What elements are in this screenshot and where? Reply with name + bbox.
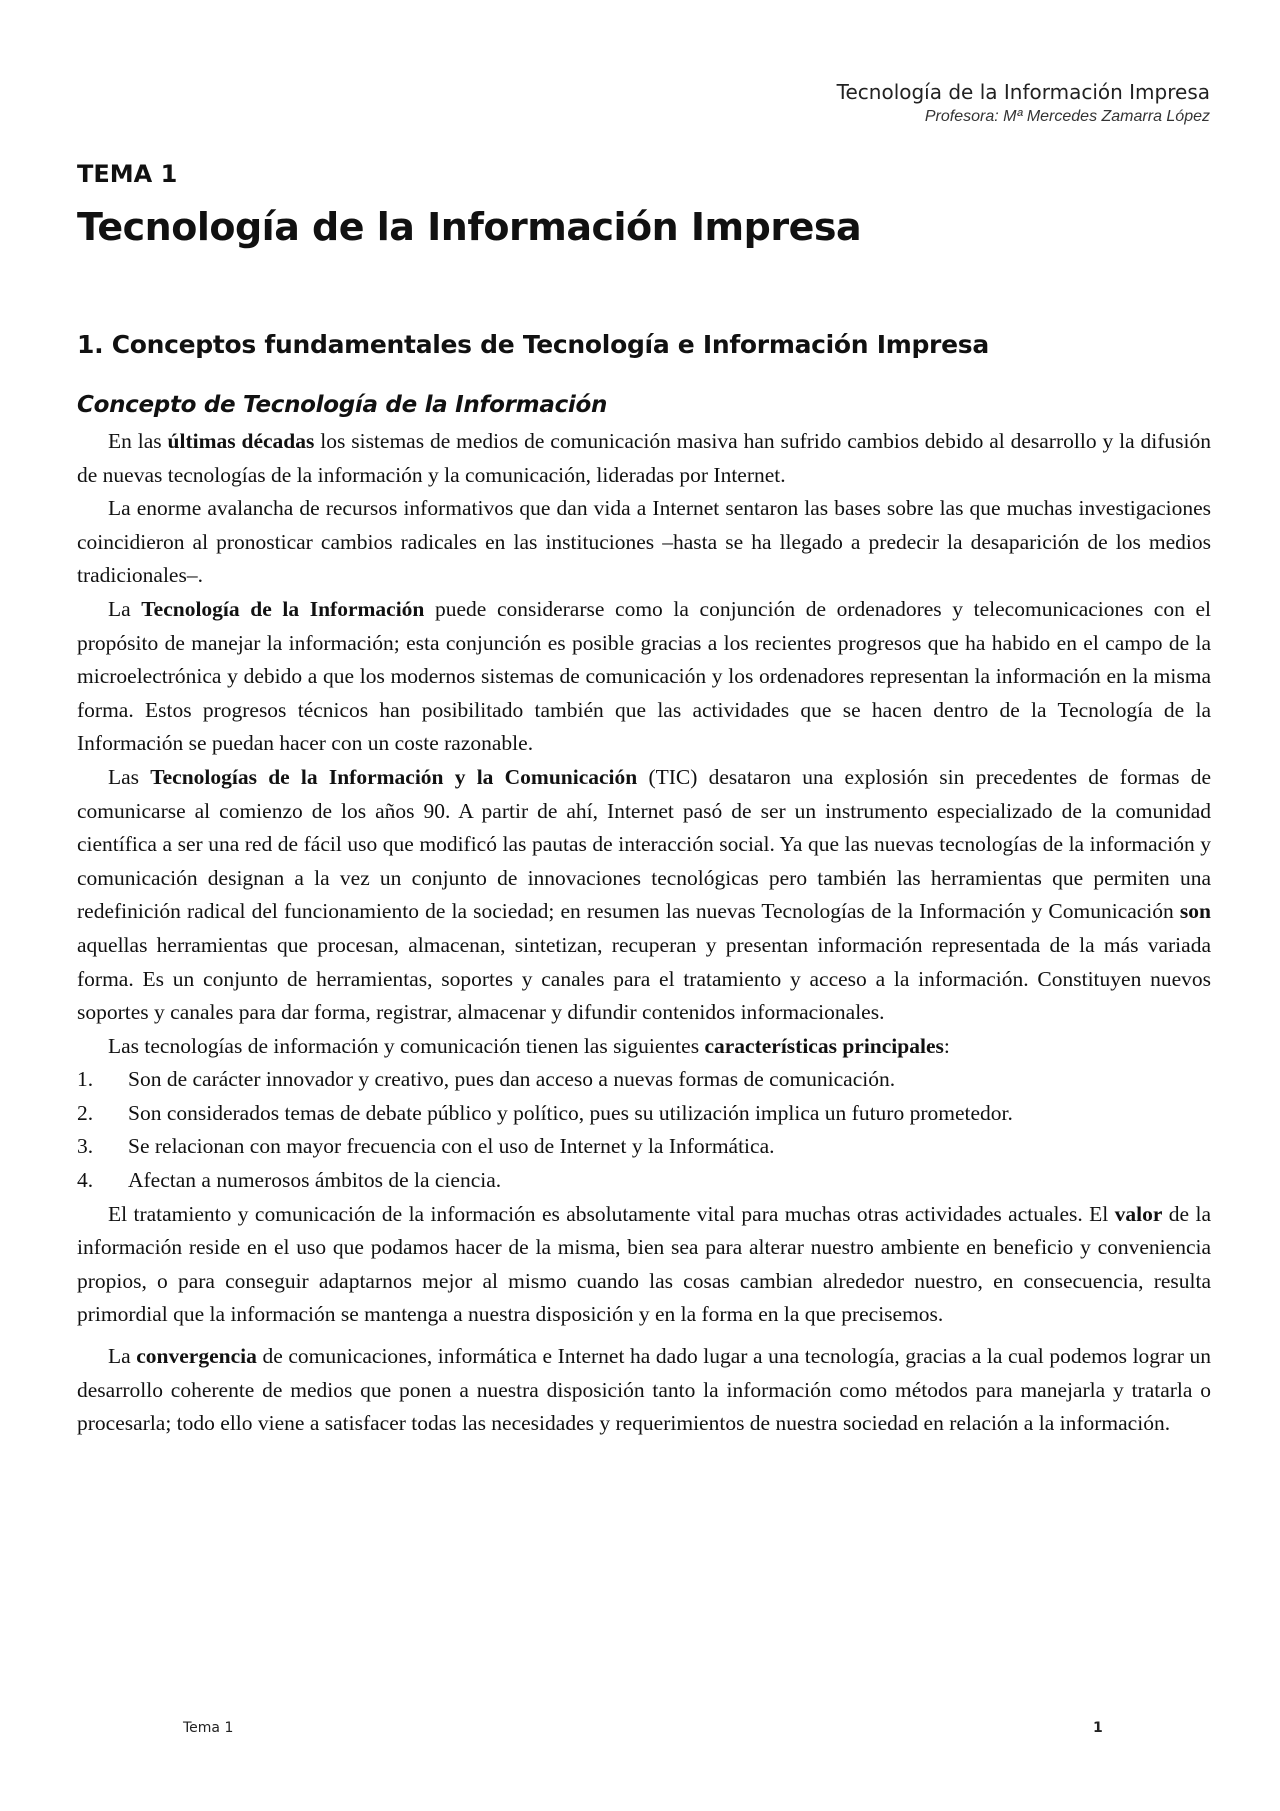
text-run: los sistemas de medios de comunicación masiva han sufrido cambios debido al desarrollo y la difusión de nuevas tecnologías de la información y la comunicación, lideradas por Internet. [77,429,1211,487]
running-header-author: Profesora: Mª Mercedes Zamarra López [924,108,1210,125]
list-item [77,1063,1211,1097]
text-run: de comunicaciones, informática e Internet ha dado lugar a una tecnología, gracias a la cual podemos lograr un desarrollo coherente de medios que ponen a nuestra disposición tanto la información como métodos para manejarla y tratarla o procesarla; todo ello viene a satisfacer todas las necesidades y requerimientos de nuestra sociedad en relación a la información. [77,1344,1211,1436]
characteristics-list [77,1063,1211,1197]
text-run: El tratamiento y comunicación de la información es absolutamente vital para muchas otras actividades actuales. El [108,1201,1115,1226]
paragraph-6 [77,1198,1211,1332]
section-heading: 1. Conceptos fundamentales de Tecnología e Información Impresa [77,330,989,359]
paragraph-5 [77,1030,1211,1064]
running-header-title: Tecnología de la Información Impresa [836,80,1210,104]
text-run: (TIC) desataron una explosión sin precedentes de formas de comunicarse al comienzo de los años 90. A partir de ahí, Internet pasó de ser un instrumento especializado de la comunidad científica a ser una red de fácil uso que modificó las pautas de interacción social. Ya que las nuevas tecnologías de la información y comunicación designan a la vez un conjunto de innovaciones tecnológicas pero también las herramientas que permiten una redefinición radical del funcionamiento de la sociedad; en resumen las nuevas Tecnologías de la Información y Comunicación [77,764,1211,924]
page-title: Tecnología de la Información Impresa [77,205,862,249]
paragraph-7 [77,1340,1211,1441]
subsection-heading: Concepto de Tecnología de la Información [77,392,608,418]
list-item [77,1164,1211,1198]
text-run: Las tecnologías de información y comunicación tienen las siguientes [108,1033,705,1058]
paragraph-2: La enorme avalancha de recursos informativos que dan vida a Internet sentaron las bases sobre las que muchas investigaciones coincidieron al pronosticar cambios radicales en las instituciones –hasta se ha llegado a predecir la desaparición de los medios tradicionales–. [77,496,1211,588]
bold-term: valor [1114,1201,1163,1226]
list-item [77,1130,1211,1164]
paragraph-3 [77,593,1211,761]
list-number: 2. [77,1100,94,1125]
paragraph-4 [77,761,1211,1030]
text-run: : [943,1033,950,1058]
text-run: aquellas herramientas que procesan, almacenan, sintetizan, recuperan y presentan información representada de la más variada forma. Es un conjunto de herramientas, soportes y canales para el tratamiento y acceso a la información. Constituyen nuevos soportes y canales para dar forma, registrar, almacenar y difundir contenidos informacionales. [77,932,1211,1025]
bold-term: últimas décadas [167,429,315,453]
text-run: Las [108,764,151,789]
text-run: puede considerarse como la conjunción de ordenadores y telecomunicaciones con el propósito de manejar la información; esta conjunción es posible gracias a los recientes progresos que ha habido en el campo de la microelectrónica y debido a que los modernos sistemas de comunicación y los ordenadores representan la información en la misma forma. Estos progresos técnicos han posibilitado también que las actividades que se hacen dentro de la Tecnología de la Información se puedan hacer con un coste razonable. [77,596,1211,756]
bold-term: son [1179,899,1211,924]
list-item-text: Afectan a numerosos ámbitos de la ciencia. [128,1168,502,1193]
text-run: En las [108,429,168,453]
list-number: 1. [77,1067,94,1092]
list-item-text: Son considerados temas de debate público y político, pues su utilización implica un futuro prometedor. [128,1100,1013,1125]
chapter-label: TEMA 1 [77,160,178,188]
list-number: 4. [77,1168,94,1193]
paragraph-1 [77,425,1211,492]
body-text [77,425,1211,1441]
bold-term: características principales [704,1033,944,1058]
text-run: La [108,1344,137,1369]
text-run: de la información reside en el uso que podamos hacer de la misma, bien sea para alterar nuestro ambiente en beneficio y conveniencia propios, o para conseguir adaptarnos mejor al mismo cuando las cosas cambian alrededor nuestro, en consecuencia, resulta primordial que la información se mantenga a nuestra disposición y en la forma en la que precisemos. [77,1201,1211,1327]
footer-chapter: Tema 1 [183,1720,234,1736]
page-number: 1 [1093,1720,1103,1736]
list-item-text: Se relacionan con mayor frecuencia con el uso de Internet y la Informática. [128,1134,775,1159]
bold-term: Tecnologías de la Información y la Comunicación [150,764,638,789]
text-run: La [108,596,142,621]
list-item-text: Son de carácter innovador y creativo, pues dan acceso a nuevas formas de comunicación. [128,1067,896,1092]
list-number: 3. [77,1134,94,1159]
bold-term: convergencia [136,1344,257,1369]
bold-term: Tecnología de la Información [141,596,425,621]
list-item [77,1097,1211,1131]
